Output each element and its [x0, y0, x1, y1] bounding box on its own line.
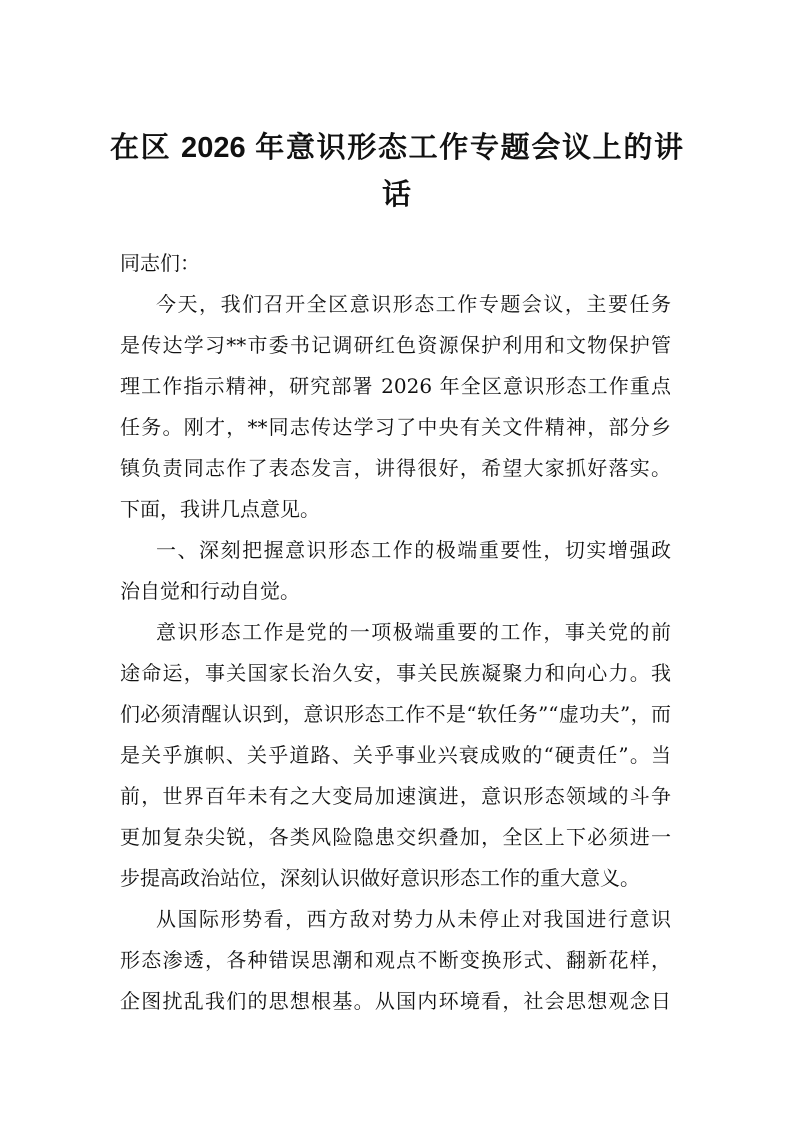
paragraphs	[120, 284, 671, 1022]
paragraph-line: 企图扰乱我们的思想根基。从国内环境看，社会思想观念日	[120, 989, 671, 1013]
paragraph-line: 更加复杂尖锐，各类风险隐患交织叠加，全区上下必须进一	[120, 825, 671, 849]
document-body	[120, 243, 671, 1022]
paragraph-line: 治自觉和行动自觉。	[120, 579, 300, 603]
paragraph-line: 途命运，事关国家长治久安，事关民族凝聚力和向心力。我	[120, 661, 671, 685]
paragraph-line: 意识形态工作是党的一项极端重要的工作，事关党的前	[156, 620, 671, 644]
paragraph-line: 形态渗透，各种错误思潮和观点不断变换形式、翻新花样，	[120, 948, 671, 972]
paragraph-line: 理工作指示精神，研究部署 2026 年全区意识形态工作重点	[120, 374, 671, 398]
paragraph-line: 是传达学习**市委书记调研红色资源保护利用和文物保护管	[120, 333, 671, 357]
paragraph-line: 是关乎旗帜、关乎道路、关乎事业兴衰成败的“硬责任”。当	[120, 743, 671, 767]
paragraph	[120, 284, 671, 530]
paragraph-line: 从国际形势看，西方敌对势力从未停止对我国进行意识	[156, 907, 671, 931]
paragraph-line: 今天，我们召开全区意识形态工作专题会议，主要任务	[156, 292, 671, 316]
document-title	[110, 125, 683, 219]
paragraph-line: 镇负责同志作了表态发言，讲得很好，希望大家抓好落实。	[120, 456, 671, 480]
paragraph	[120, 612, 671, 899]
paragraph-line: 下面，我讲几点意见。	[120, 497, 320, 521]
paragraph-line: 前，世界百年未有之大变局加速演进，意识形态领域的斗争	[120, 784, 671, 808]
paragraph-line: 任务。刚才，**同志传达学习了中央有关文件精神，部分乡	[120, 415, 671, 439]
title-line: 话	[381, 179, 411, 211]
title-line: 在区 2026 年意识形态工作专题会议上的讲	[110, 132, 683, 164]
paragraph-line: 步提高政治站位，深刻认识做好意识形态工作的重大意义。	[120, 866, 640, 890]
greeting: 同志们：	[120, 251, 200, 275]
paragraph	[120, 530, 671, 612]
paragraph	[120, 899, 671, 1022]
paragraph-line: 们必须清醒认识到，意识形态工作不是“软任务”“虚功夫”，而	[120, 702, 671, 726]
paragraph-line: 一、深刻把握意识形态工作的极端重要性，切实增强政	[156, 538, 671, 562]
